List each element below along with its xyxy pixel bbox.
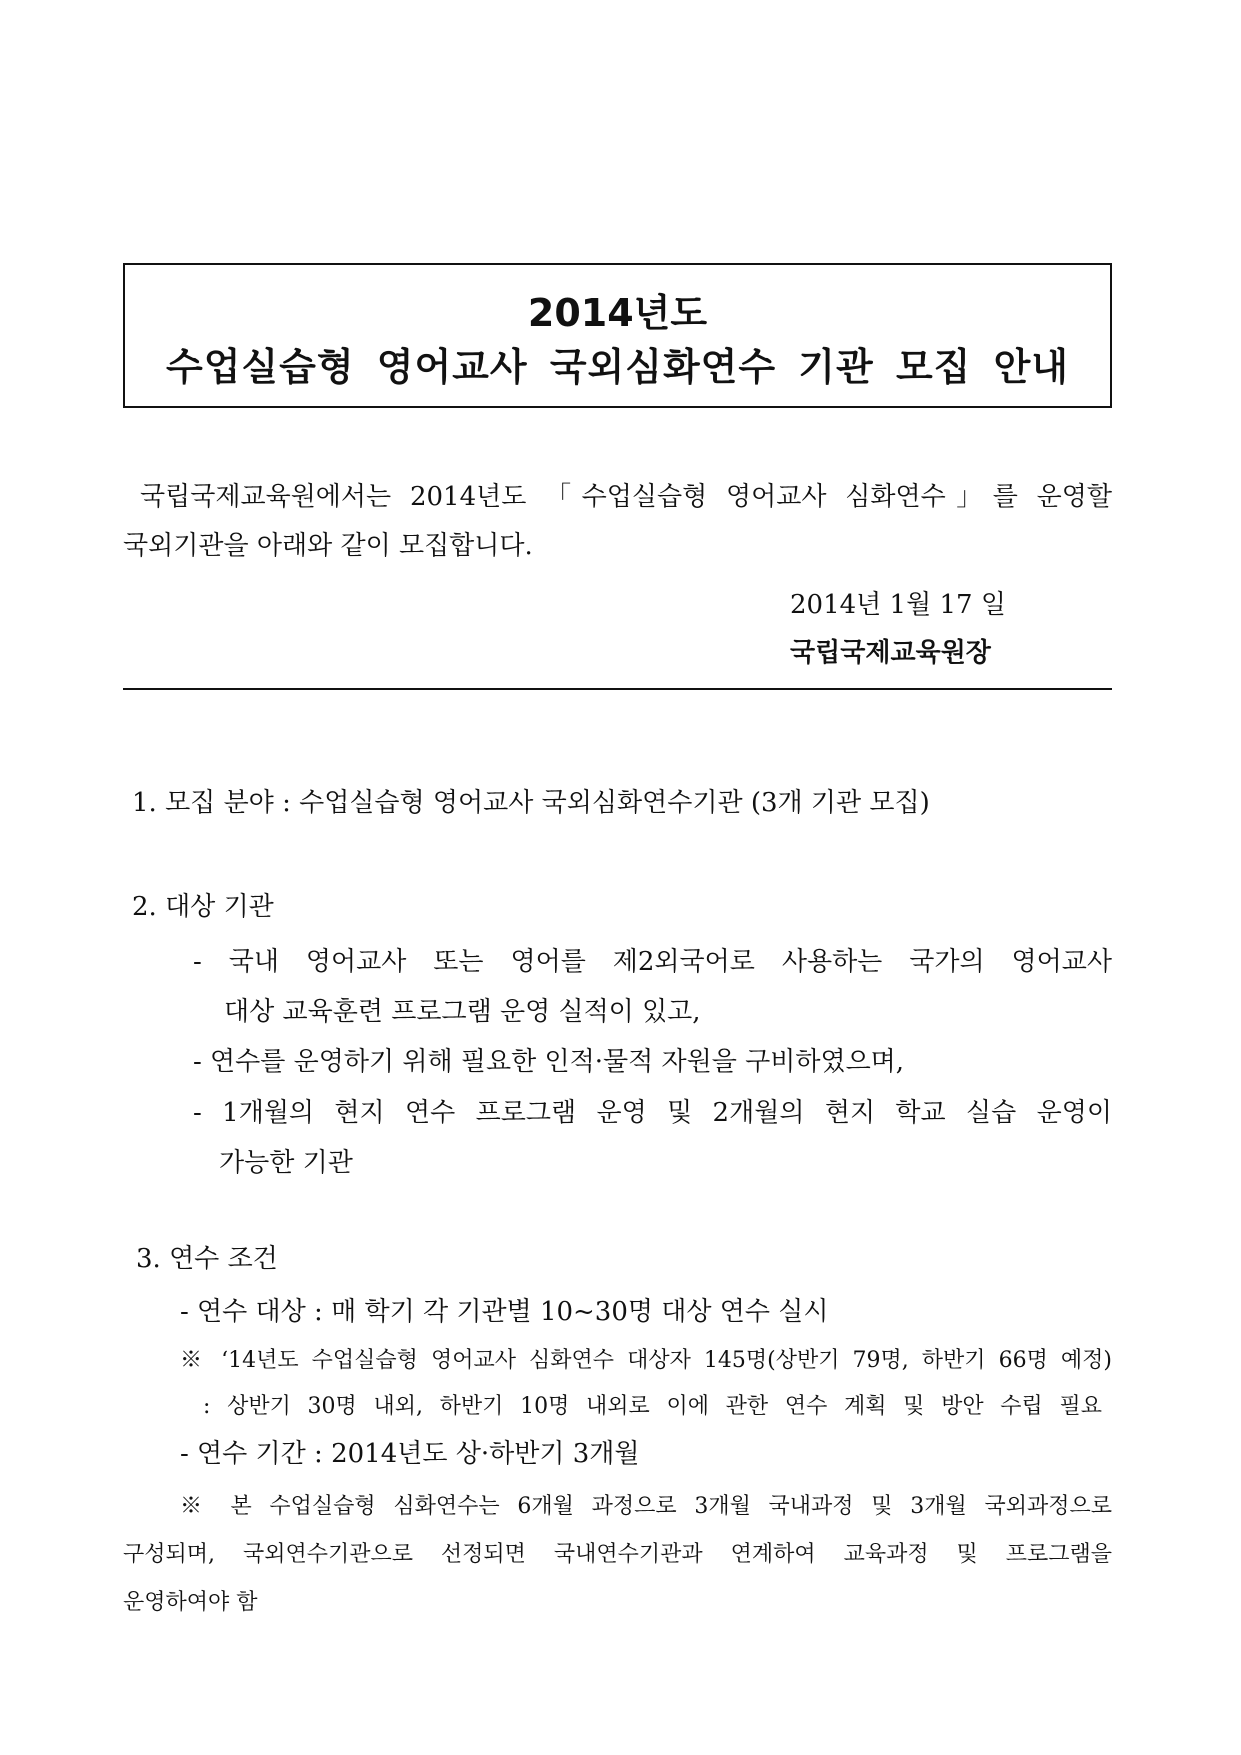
section-3-note-1-line-1: ※ ‘14년도 수업실습형 영어교사 심화연수 대상자 145명(상반기 79명, 하반기 66명 예정): [180, 1348, 1112, 1373]
section-2-heading: 2. 대상 기관: [132, 892, 274, 922]
issuer: 국립국제교육원장: [790, 638, 991, 668]
section-2-item-3-line-1: - 1개월의 현지 연수 프로그램 운영 및 2개월의 현지 학교 실습 운영이: [193, 1098, 1112, 1128]
section-3-note-2-line-3: 운영하여야 함: [123, 1590, 258, 1615]
section-3-note-2-line-2: 구성되며, 국외연수기관으로 선정되면 국내연수기관과 연계하여 교육과정 및 프로그램을: [123, 1542, 1112, 1567]
title-box: [123, 263, 1112, 408]
section-2-item-3-line-2: 가능한 기관: [219, 1148, 353, 1178]
section-2-item-1-line-1: - 국내 영어교사 또는 영어를 제2외국어로 사용하는 국가의 영어교사: [193, 947, 1112, 977]
section-3-note-2-line-1: ※ 본 수업실습형 심화연수는 6개월 과정으로 3개월 국내과정 및 3개월 국외과정으로: [180, 1494, 1112, 1519]
section-3-heading: 3. 연수 조건: [136, 1244, 278, 1274]
intro-line-2: 국외기관을 아래와 같이 모집합니다.: [123, 531, 533, 561]
document-title: 수업실습형 영어교사 국외심화연수 기관 모집 안내: [165, 345, 1070, 389]
section-3-note-1-line-2: : 상반기 30명 내외, 하반기 10명 내외로 이에 관한 연수 계획 및 방안 수립 필요: [203, 1394, 1102, 1419]
section-2-item-1-line-2: 대상 교육훈련 프로그램 운영 실적이 있고,: [224, 997, 701, 1027]
divider: [123, 688, 1112, 690]
issue-date: 2014년 1월 17 일: [790, 590, 1006, 620]
section-3-item-2: - 연수 기간 : 2014년도 상·하반기 3개월: [180, 1439, 640, 1469]
intro-line-1: 국립국제교육원에서는 2014년도 「수업실습형 영어교사 심화연수」를 운영할: [140, 482, 1112, 512]
document-title-year: 2014년도: [527, 291, 708, 335]
section-1: 1. 모집 분야 : 수업실습형 영어교사 국외심화연수기관 (3개 기관 모집): [132, 788, 930, 818]
section-3-item-1: - 연수 대상 : 매 학기 각 기관별 10~30명 대상 연수 실시: [180, 1297, 829, 1327]
section-2-item-2: - 연수를 운영하기 위해 필요한 인적·물적 자원을 구비하였으며,: [193, 1047, 905, 1077]
